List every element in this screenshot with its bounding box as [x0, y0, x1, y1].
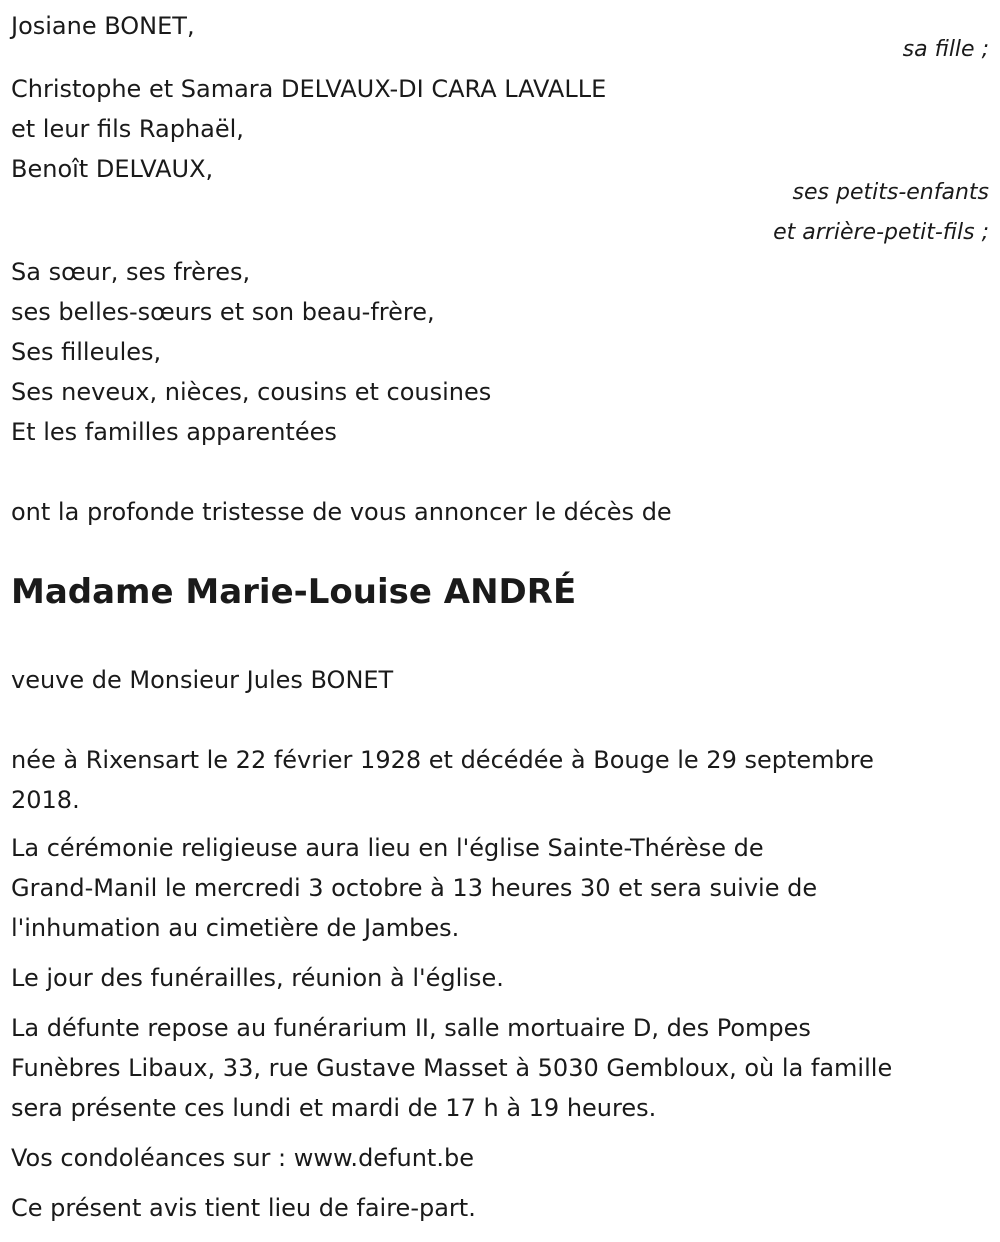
relatives-line: Et les familles apparentées: [11, 418, 337, 446]
relatives-line: Ses filleules,: [11, 338, 162, 366]
resting-line: Funèbres Libaux, 33, rue Gustave Masset à 5030 Gembloux, où la famille: [11, 1054, 893, 1082]
daughter-name: Josiane BONET,: [11, 12, 195, 40]
birth-death-line: née à Rixensart le 22 février 1928 et décédée à Bouge le 29 septembre: [11, 746, 874, 774]
ceremony-line: Grand-Manil le mercredi 3 octobre à 13 heures 30 et sera suivie de: [11, 874, 818, 902]
resting-line: sera présente ces lundi et mardi de 17 h à 19 heures.: [11, 1094, 657, 1122]
birth-death-line: 2018.: [11, 786, 80, 814]
daughter-relation: sa fille ;: [902, 37, 989, 62]
ceremony-line: l'inhumation au cimetière de Jambes.: [11, 914, 460, 942]
ceremony-line: La cérémonie religieuse aura lieu en l'église Sainte-Thérèse de: [11, 834, 764, 862]
grandchild-line: Benoît DELVAUX,: [11, 155, 214, 183]
grandchild-line: et leur fils Raphaël,: [11, 115, 244, 143]
relatives-line: Sa sœur, ses frères,: [11, 258, 251, 286]
funeral-day: Le jour des funérailles, réunion à l'église.: [11, 964, 504, 992]
notice-text: Ce présent avis tient lieu de faire-part.: [11, 1194, 476, 1222]
deceased-name: Madame Marie-Louise ANDRÉ: [11, 572, 577, 612]
resting-line: La défunte repose au funérarium II, salle mortuaire D, des Pompes: [11, 1014, 811, 1042]
grandchildren-relation-line: et arrière-petit-fils ;: [773, 220, 989, 245]
announcement-intro: ont la profonde tristesse de vous annoncer le décès de: [11, 498, 672, 526]
condolences-text: Vos condoléances sur : www.defunt.be: [11, 1144, 474, 1172]
relatives-line: Ses neveux, nièces, cousins et cousines: [11, 378, 492, 406]
relatives-line: ses belles-sœurs et son beau-frère,: [11, 298, 435, 326]
grandchildren-relation-line: ses petits-enfants: [792, 180, 989, 205]
grandchild-line: Christophe et Samara DELVAUX-DI CARA LAVALLE: [11, 75, 607, 103]
widow-of: veuve de Monsieur Jules BONET: [11, 666, 394, 694]
